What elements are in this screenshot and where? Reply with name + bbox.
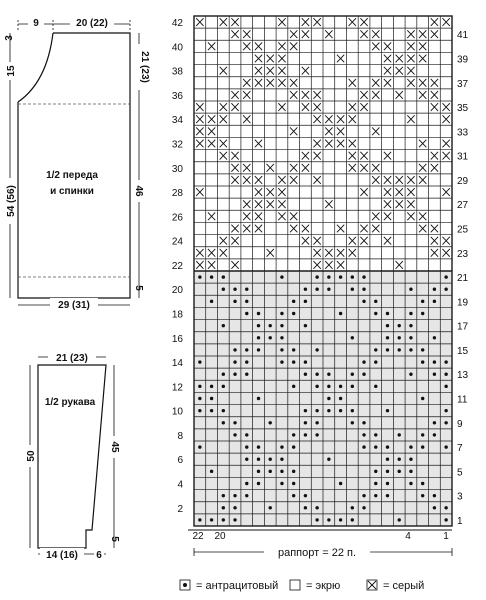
anthracite-stitch-dot — [421, 312, 424, 315]
row-number-right: 33 — [457, 127, 469, 139]
anthracite-stitch-dot — [351, 409, 354, 412]
row-number-right: 5 — [457, 467, 463, 479]
repeat-label: раппорт = 22 п. — [277, 547, 357, 559]
anthracite-stitch-dot — [245, 312, 248, 315]
row-number-right: 37 — [457, 78, 469, 90]
anthracite-stitch-dot — [362, 421, 365, 424]
shoulder-width-label: 9 — [33, 18, 39, 29]
row-number-left: 36 — [171, 90, 183, 102]
anthracite-stitch-dot — [421, 360, 424, 363]
anthracite-stitch-dot — [409, 373, 412, 376]
anthracite-stitch-dot — [327, 397, 330, 400]
anthracite-stitch-dot — [386, 312, 389, 315]
anthracite-stitch-dot — [292, 433, 295, 436]
anthracite-stitch-dot — [409, 458, 412, 461]
anthracite-stitch-dot — [362, 494, 365, 497]
anthracite-stitch-dot — [374, 445, 377, 448]
anthracite-stitch-dot — [292, 470, 295, 473]
anthracite-stitch-dot — [304, 360, 307, 363]
anthracite-stitch-dot — [339, 312, 342, 315]
anthracite-stitch-dot — [362, 373, 365, 376]
anthracite-stitch-dot — [433, 288, 436, 291]
row-number-right: 9 — [457, 418, 463, 430]
anthracite-stitch-dot — [315, 433, 318, 436]
increase-width-label: 6 — [96, 550, 102, 561]
anthracite-stitch-dot — [398, 518, 401, 521]
anthracite-stitch-dot — [304, 506, 307, 509]
legend-anthracite: = антрацитовый — [196, 580, 279, 592]
anthracite-stitch-dot — [351, 336, 354, 339]
anthracite-stitch-dot — [351, 373, 354, 376]
anthracite-stitch-dot — [304, 421, 307, 424]
anthracite-stitch-dot — [433, 421, 436, 424]
anthracite-stitch-dot — [245, 373, 248, 376]
row-number-left: 32 — [171, 139, 183, 151]
anthracite-stitch-dot — [210, 397, 213, 400]
anthracite-stitch-dot — [269, 336, 272, 339]
anthracite-stitch-dot — [269, 506, 272, 509]
anthracite-stitch-dot — [269, 324, 272, 327]
anthracite-stitch-dot — [409, 445, 412, 448]
row-number-left: 40 — [171, 42, 183, 54]
anthracite-stitch-dot — [374, 482, 377, 485]
anthracite-stitch-dot — [386, 470, 389, 473]
anthracite-stitch-dot — [292, 494, 295, 497]
anthracite-stitch-dot — [315, 518, 318, 521]
anthracite-stitch-dot — [222, 373, 225, 376]
anthracite-stitch-dot — [280, 324, 283, 327]
anthracite-stitch-dot — [245, 482, 248, 485]
anthracite-stitch-dot — [245, 360, 248, 363]
anthracite-stitch-dot — [386, 336, 389, 339]
cuff-width-label: 14 (16) — [46, 550, 78, 561]
anthracite-stitch-dot — [280, 470, 283, 473]
anthracite-stitch-dot — [421, 348, 424, 351]
anthracite-stitch-dot — [374, 494, 377, 497]
anthracite-stitch-dot — [292, 445, 295, 448]
cuff-height-label: 5 — [109, 536, 120, 542]
neck-width-label: 20 (22) — [76, 18, 108, 29]
bodice-title-line2: и спинки — [50, 186, 94, 197]
anthracite-stitch-dot — [444, 445, 447, 448]
row-number-right: 13 — [457, 370, 469, 382]
anthracite-stitch-dot — [304, 409, 307, 412]
anthracite-stitch-dot — [444, 506, 447, 509]
anthracite-stitch-dot — [222, 324, 225, 327]
anthracite-stitch-dot — [351, 385, 354, 388]
anthracite-stitch-dot — [245, 494, 248, 497]
anthracite-stitch-dot — [304, 300, 307, 303]
anthracite-stitch-dot — [245, 445, 248, 448]
anthracite-stitch-dot — [315, 288, 318, 291]
neck-depth-label: 15 — [6, 65, 17, 77]
bodice-schematic — [4, 16, 150, 311]
anthracite-stitch-dot — [409, 324, 412, 327]
anthracite-stitch-dot — [327, 385, 330, 388]
anthracite-stitch-dot — [339, 409, 342, 412]
anthracite-stitch-dot — [327, 288, 330, 291]
column-label-20: 20 — [214, 531, 226, 542]
anthracite-stitch-dot — [233, 348, 236, 351]
anthracite-stitch-dot — [233, 421, 236, 424]
anthracite-stitch-dot — [198, 360, 201, 363]
anthracite-stitch-dot — [280, 312, 283, 315]
anthracite-stitch-dot — [198, 385, 201, 388]
row-number-left: 20 — [171, 285, 183, 297]
anthracite-stitch-dot — [398, 470, 401, 473]
anthracite-stitch-dot — [339, 482, 342, 485]
anthracite-stitch-dot — [233, 360, 236, 363]
anthracite-stitch-dot — [245, 348, 248, 351]
row-number-left: 18 — [171, 309, 183, 321]
anthracite-stitch-dot — [386, 348, 389, 351]
anthracite-stitch-dot — [339, 385, 342, 388]
anthracite-stitch-dot — [421, 433, 424, 436]
anthracite-stitch-dot — [222, 288, 225, 291]
legend — [180, 580, 424, 592]
anthracite-stitch-dot — [386, 324, 389, 327]
anthracite-stitch-dot — [210, 409, 213, 412]
anthracite-stitch-dot — [374, 385, 377, 388]
anthracite-stitch-dot — [280, 360, 283, 363]
armhole-depth-label: 21 (23) — [139, 51, 150, 83]
anthracite-stitch-dot — [245, 300, 248, 303]
anthracite-stitch-dot — [304, 494, 307, 497]
row-number-left: 6 — [177, 455, 183, 467]
row-number-left: 10 — [171, 406, 183, 418]
bodice-outline — [18, 33, 53, 102]
anthracite-stitch-dot — [304, 433, 307, 436]
bodice-title-line1: 1/2 переда — [46, 170, 98, 181]
anthracite-stitch-dot — [245, 433, 248, 436]
anthracite-stitch-dot — [257, 482, 260, 485]
anthracite-stitch-dot — [257, 348, 260, 351]
bodice-shape — [18, 33, 130, 298]
anthracite-stitch-dot — [315, 275, 318, 278]
row-number-right: 1 — [457, 515, 463, 527]
anthracite-stitch-dot — [210, 385, 213, 388]
anthracite-stitch-dot — [233, 373, 236, 376]
anthracite-stitch-dot — [351, 288, 354, 291]
row-number-right: 31 — [457, 151, 469, 163]
row-number-right: 29 — [457, 175, 469, 187]
anthracite-stitch-dot — [362, 445, 365, 448]
anthracite-stitch-dot — [444, 421, 447, 424]
anthracite-stitch-dot — [444, 360, 447, 363]
sleeve-side-label: 45 — [109, 441, 120, 453]
anthracite-stitch-dot — [362, 275, 365, 278]
anthracite-stitch-dot — [433, 373, 436, 376]
anthracite-stitch-dot — [409, 482, 412, 485]
anthracite-stitch-dot — [280, 445, 283, 448]
row-number-left: 16 — [171, 333, 183, 345]
anthracite-stitch-dot — [362, 288, 365, 291]
anthracite-stitch-dot — [233, 506, 236, 509]
row-number-left: 38 — [171, 66, 183, 78]
anthracite-stitch-dot — [433, 360, 436, 363]
row-number-left: 34 — [171, 115, 183, 127]
anthracite-stitch-dot — [315, 373, 318, 376]
anthracite-stitch-dot — [421, 397, 424, 400]
row-number-right: 25 — [457, 224, 469, 236]
anthracite-stitch-dot — [327, 458, 330, 461]
anthracite-stitch-dot — [444, 373, 447, 376]
anthracite-stitch-dot — [315, 385, 318, 388]
anthracite-stitch-dot — [351, 275, 354, 278]
row-number-left: 8 — [177, 430, 183, 442]
half-width-label: 29 (31) — [58, 300, 90, 311]
anthracite-stitch-dot — [233, 518, 236, 521]
anthracite-stitch-dot — [433, 300, 436, 303]
anthracite-stitch-dot — [421, 494, 424, 497]
anthracite-stitch-dot — [222, 409, 225, 412]
anthracite-stitch-dot — [292, 482, 295, 485]
anthracite-stitch-dot — [222, 494, 225, 497]
anthracite-stitch-dot — [327, 518, 330, 521]
anthracite-stitch-dot — [433, 433, 436, 436]
anthracite-stitch-dot — [351, 421, 354, 424]
anthracite-stitch-dot — [374, 348, 377, 351]
row-number-left: 26 — [171, 212, 183, 224]
row-number-right: 15 — [457, 345, 469, 357]
anthracite-stitch-dot — [339, 518, 342, 521]
anthracite-stitch-dot — [222, 275, 225, 278]
anthracite-stitch-dot — [433, 506, 436, 509]
anthracite-stitch-dot — [210, 518, 213, 521]
side-length-label: 46 — [133, 185, 144, 197]
anthracite-stitch-dot — [233, 494, 236, 497]
anthracite-stitch-dot — [327, 409, 330, 412]
row-number-right: 7 — [457, 443, 463, 455]
anthracite-stitch-dot — [374, 360, 377, 363]
anthracite-stitch-dot — [269, 470, 272, 473]
anthracite-stitch-dot — [280, 336, 283, 339]
anthracite-stitch-dot — [198, 518, 201, 521]
row-number-left: 14 — [171, 358, 183, 370]
anthracite-stitch-dot — [351, 518, 354, 521]
anthracite-stitch-dot — [398, 336, 401, 339]
anthracite-stitch-dot — [292, 360, 295, 363]
sleeve-length-label: 50 — [26, 450, 37, 462]
anthracite-stitch-dot — [222, 385, 225, 388]
anthracite-stitch-dot — [233, 300, 236, 303]
anthracite-stitch-dot — [374, 433, 377, 436]
anthracite-stitch-dot — [409, 288, 412, 291]
anthracite-stitch-dot — [374, 470, 377, 473]
row-number-left: 30 — [171, 163, 183, 175]
anthracite-stitch-dot — [304, 288, 307, 291]
anthracite-stitch-dot — [257, 397, 260, 400]
anthracite-stitch-dot — [292, 348, 295, 351]
anthracite-stitch-dot — [257, 312, 260, 315]
anthracite-stitch-dot — [409, 312, 412, 315]
anthracite-stitch-dot — [315, 421, 318, 424]
sleeve-schematic — [24, 351, 120, 561]
anthracite-stitch-dot — [351, 506, 354, 509]
anthracite-stitch-dot — [315, 348, 318, 351]
anthracite-stitch-dot — [386, 494, 389, 497]
row-number-right: 19 — [457, 297, 469, 309]
anthracite-stitch-dot — [198, 409, 201, 412]
empty-symbol — [290, 580, 300, 590]
row-number-right: 39 — [457, 54, 469, 66]
anthracite-stitch-dot — [210, 470, 213, 473]
anthracite-stitch-dot — [421, 300, 424, 303]
anthracite-stitch-dot — [398, 458, 401, 461]
row-number-left: 24 — [171, 236, 183, 248]
anthracite-stitch-dot — [280, 348, 283, 351]
anthracite-stitch-dot — [444, 275, 447, 278]
anthracite-stitch-dot — [362, 300, 365, 303]
row-number-right: 17 — [457, 321, 469, 333]
total-length-label: 54 (56) — [6, 185, 17, 217]
anthracite-stitch-dot — [398, 348, 401, 351]
legend-grey: = серый — [383, 580, 425, 592]
anthracite-stitch-dot — [374, 312, 377, 315]
anthracite-stitch-dot — [257, 470, 260, 473]
anthracite-stitch-dot — [386, 445, 389, 448]
anthracite-stitch-dot — [374, 300, 377, 303]
column-label-1: 1 — [443, 531, 449, 542]
anthracite-stitch-dot — [327, 275, 330, 278]
anthracite-stitch-dot — [222, 518, 225, 521]
row-number-right: 3 — [457, 491, 463, 503]
anthracite-stitch-dot — [315, 409, 318, 412]
anthracite-stitch-dot — [339, 275, 342, 278]
column-label-4: 4 — [405, 531, 411, 542]
anthracite-stitch-dot — [444, 518, 447, 521]
anthracite-stitch-dot — [292, 300, 295, 303]
row-number-right: 35 — [457, 103, 469, 115]
row-number-right: 23 — [457, 248, 469, 260]
anthracite-stitch-dot — [210, 300, 213, 303]
sleeve-top-label: 21 (23) — [56, 353, 88, 364]
anthracite-stitch-dot — [386, 482, 389, 485]
anthracite-stitch-dot — [362, 433, 365, 436]
anthracite-stitch-dot — [233, 288, 236, 291]
row-number-left: 22 — [171, 260, 183, 272]
anthracite-stitch-dot — [444, 385, 447, 388]
row-number-left: 4 — [177, 479, 183, 491]
row-number-left: 28 — [171, 188, 183, 200]
hem-height-label: 5 — [133, 285, 144, 291]
dot-symbol-mark — [183, 583, 187, 587]
anthracite-stitch-dot — [210, 275, 213, 278]
anthracite-stitch-dot — [386, 409, 389, 412]
right-row-numbers — [457, 30, 469, 527]
anthracite-stitch-dot — [257, 336, 260, 339]
anthracite-stitch-dot — [444, 288, 447, 291]
shoulder-drop-label: 3 — [4, 35, 15, 41]
row-number-left: 12 — [171, 382, 183, 394]
anthracite-stitch-dot — [280, 275, 283, 278]
anthracite-stitch-dot — [198, 445, 201, 448]
anthracite-stitch-dot — [421, 445, 424, 448]
anthracite-stitch-dot — [245, 458, 248, 461]
anthracite-stitch-dot — [444, 409, 447, 412]
anthracite-stitch-dot — [304, 373, 307, 376]
anthracite-stitch-dot — [233, 433, 236, 436]
row-number-right: 41 — [457, 30, 469, 42]
anthracite-stitch-dot — [257, 445, 260, 448]
row-number-left: 42 — [171, 18, 183, 30]
anthracite-stitch-dot — [280, 482, 283, 485]
anthracite-stitch-dot — [398, 433, 401, 436]
anthracite-stitch-dot — [398, 324, 401, 327]
anthracite-stitch-dot — [304, 324, 307, 327]
anthracite-stitch-dot — [409, 470, 412, 473]
row-number-right: 27 — [457, 200, 469, 212]
row-number-right: 21 — [457, 273, 469, 285]
anthracite-stitch-dot — [433, 494, 436, 497]
anthracite-stitch-dot — [198, 275, 201, 278]
anthracite-stitch-dot — [421, 482, 424, 485]
anthracite-stitch-dot — [409, 336, 412, 339]
anthracite-stitch-dot — [339, 397, 342, 400]
anthracite-stitch-dot — [433, 336, 436, 339]
row-number-right: 11 — [457, 394, 468, 406]
anthracite-stitch-dot — [327, 373, 330, 376]
anthracite-stitch-dot — [245, 288, 248, 291]
anthracite-stitch-dot — [257, 324, 260, 327]
sleeve-shape — [38, 365, 106, 548]
anthracite-stitch-dot — [222, 506, 225, 509]
anthracite-stitch-dot — [198, 397, 201, 400]
anthracite-stitch-dot — [362, 506, 365, 509]
bodice-neckline — [18, 33, 53, 102]
left-row-numbers — [172, 18, 184, 515]
anthracite-stitch-dot — [222, 421, 225, 424]
anthracite-stitch-dot — [257, 458, 260, 461]
anthracite-stitch-dot — [269, 421, 272, 424]
sleeve-title: 1/2 рукава — [44, 397, 96, 408]
anthracite-stitch-dot — [409, 348, 412, 351]
legend-ecru: = экрю — [306, 580, 341, 592]
anthracite-stitch-dot — [280, 458, 283, 461]
column-label-22: 22 — [192, 531, 204, 542]
anthracite-stitch-dot — [315, 506, 318, 509]
colour-chart — [172, 16, 469, 559]
row-number-left: 2 — [177, 503, 183, 515]
anthracite-stitch-dot — [292, 312, 295, 315]
anthracite-stitch-dot — [362, 360, 365, 363]
anthracite-stitch-dot — [269, 458, 272, 461]
anthracite-stitch-dot — [386, 458, 389, 461]
anthracite-stitch-dot — [292, 385, 295, 388]
